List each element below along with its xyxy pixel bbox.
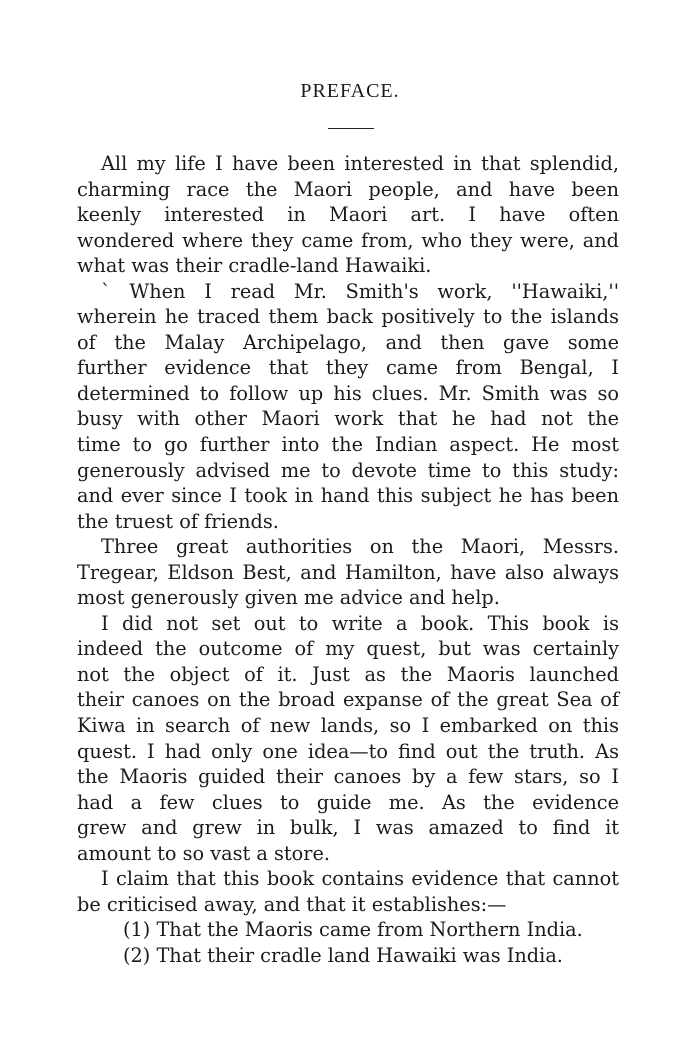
text-line: of the Malay Archipelago, and then gave some xyxy=(77,330,619,354)
text-line: further evidence that they came from Bengal, I xyxy=(77,356,619,380)
text-line: Kiwa in search of new lands, so I embarked on this xyxy=(77,714,619,738)
list-item: (1) That the Maoris came from Northern India. xyxy=(123,918,583,942)
text-line: the truest of friends. xyxy=(77,509,279,533)
text-line: most generously given me advice and help. xyxy=(77,586,500,610)
preface-body xyxy=(77,151,619,969)
text-line: had a few clues to guide me. As the evidence xyxy=(77,790,619,814)
text-line: what was their cradle-land Hawaiki. xyxy=(77,254,432,278)
text-line: I claim that this book contains evidence that cannot xyxy=(101,867,619,891)
text-line: quest. I had only one idea—to find out the truth. As xyxy=(77,739,619,763)
text-line: busy with other Maori work that he had not the xyxy=(77,407,619,431)
text-line: and ever since I took in hand this subject he has been xyxy=(77,484,619,508)
text-line: grew and grew in bulk, I was amazed to find it xyxy=(77,816,619,840)
title-divider xyxy=(328,128,374,129)
text-line: wondered where they came from, who they were, and xyxy=(77,228,619,252)
text-line: the Maoris guided their canoes by a few stars, so I xyxy=(77,765,619,789)
text-line: I did not set out to write a book. This book is xyxy=(101,611,619,635)
text-line: wherein he traced them back positively to the islands xyxy=(77,305,619,329)
text-line: ` When I read Mr. Smith's work, ''Hawaiki,'' xyxy=(101,279,619,303)
text-line: indeed the outcome of my quest, but was certainly xyxy=(77,637,619,661)
text-line: time to go further into the Indian aspect. He most xyxy=(77,433,619,457)
text-line: charming race the Maori people, and have been xyxy=(77,177,619,201)
text-line: All my life I have been interested in that splendid, xyxy=(101,152,619,175)
text-line: Tregear, Eldson Best, and Hamilton, have also always xyxy=(77,560,619,584)
page-title: PREFACE. xyxy=(300,80,400,102)
text-line: be criticised away, and that it establishes:— xyxy=(77,892,507,916)
text-line: their canoes on the broad expanse of the great Sea of xyxy=(77,688,619,712)
text-line: not the object of it. Just as the Maoris launched xyxy=(77,662,619,686)
text-line: determined to follow up his clues. Mr. Smith was so xyxy=(77,381,619,405)
text-line: keenly interested in Maori art. I have often xyxy=(77,203,619,227)
text-line: generously advised me to devote time to this study: xyxy=(77,458,619,482)
text-line: Three great authorities on the Maori, Messrs. xyxy=(101,535,619,559)
list-item: (2) That their cradle land Hawaiki was India. xyxy=(123,943,563,967)
text-line: amount to so vast a store. xyxy=(77,841,331,865)
